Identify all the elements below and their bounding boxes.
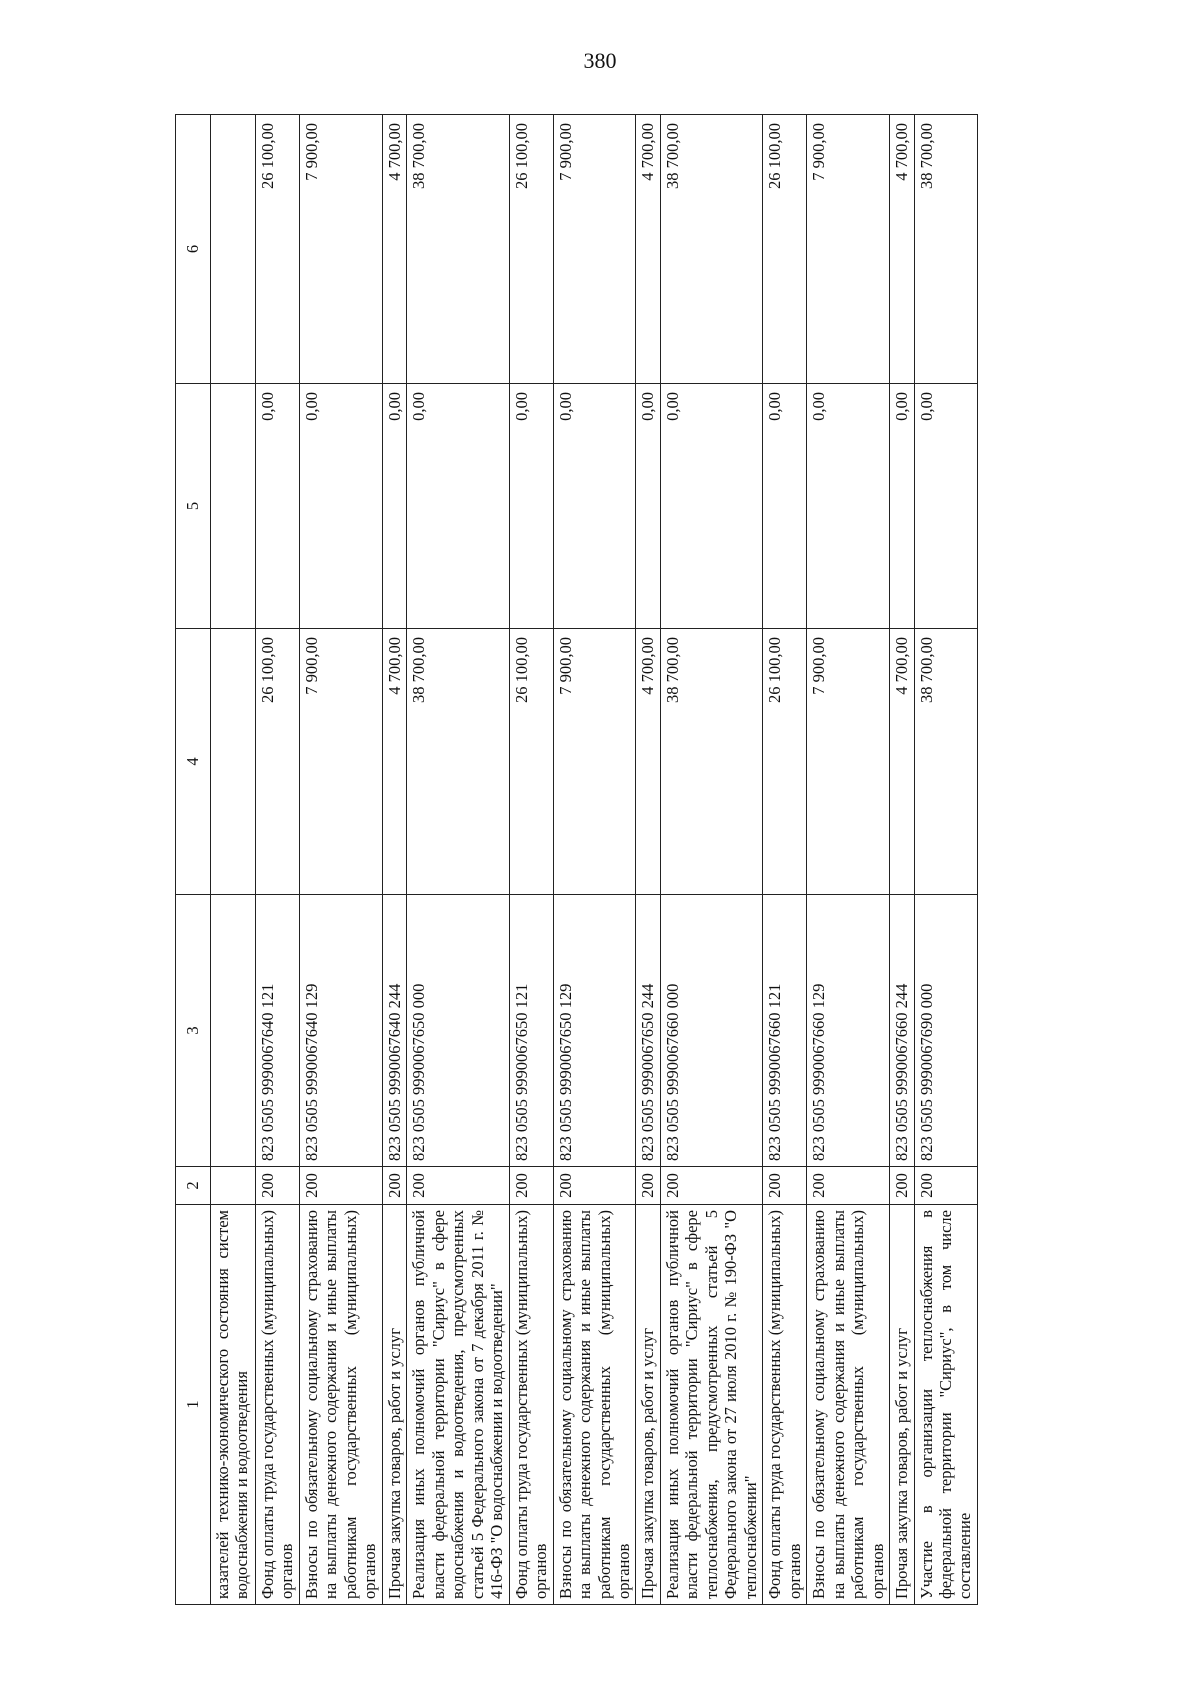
row-value-4: 38 700,00: [914, 629, 977, 895]
row-kbk: 823 0505 9990067640 121: [256, 895, 300, 1167]
row-kbk: 823 0505 9990067690 000: [914, 895, 977, 1167]
header-col-5: 5: [176, 384, 211, 629]
row-kbk: 823 0505 9990067650 000: [407, 895, 509, 1167]
header-col-4: 4: [176, 629, 211, 895]
row-value-5: 0,00: [763, 384, 807, 629]
row-value-5: 0,00: [914, 384, 977, 629]
row-value-5: 0,00: [890, 384, 914, 629]
row-value-6: 4 700,00: [382, 115, 406, 384]
row-name: Фонд оплаты труда государственных (муниципальных) органов: [256, 1205, 300, 1605]
header-col-1: 1: [176, 1205, 211, 1605]
row-code: 200: [256, 1167, 300, 1205]
table-row: [660, 115, 762, 1605]
row-kbk: 823 0505 9990067650 121: [509, 895, 553, 1167]
row-kbk: 823 0505 9990067640 244: [382, 895, 406, 1167]
row-code: 200: [553, 1167, 636, 1205]
row-kbk: 823 0505 9990067660 000: [660, 895, 762, 1167]
row-value-4: 7 900,00: [553, 629, 636, 895]
table-row: [256, 115, 300, 1605]
row-kbk: 823 0505 9990067660 121: [763, 895, 807, 1167]
row-value-5: 0,00: [407, 384, 509, 629]
row-name: Фонд оплаты труда государственных (муниципальных) органов: [763, 1205, 807, 1605]
row-value-6: 26 100,00: [509, 115, 553, 384]
row-value-4: 26 100,00: [509, 629, 553, 895]
row-value-5: 0,00: [553, 384, 636, 629]
rotated-table-wrapper: [175, 115, 1085, 1605]
row-name: Реализация иных полномочий органов публичной власти федеральной территории "Сириус" в сфере водоснабжения и водоотведения, предусмотренных статьей 5 Федерального закона от 7 декабря 2011 г. № 416-ФЗ "О водоснабжении и водоотведении": [407, 1205, 509, 1605]
table-row: [382, 115, 406, 1605]
row-value-6: 26 100,00: [256, 115, 300, 384]
row-value-6: 4 700,00: [890, 115, 914, 384]
row-value-5: 0,00: [636, 384, 660, 629]
row-name: Прочая закупка товаров, работ и услуг: [636, 1205, 660, 1605]
row-kbk: 823 0505 9990067660 244: [890, 895, 914, 1167]
row-name: Прочая закупка товаров, работ и услуг: [890, 1205, 914, 1605]
row-value-6: 38 700,00: [660, 115, 762, 384]
row-name: Прочая закупка товаров, работ и услуг: [382, 1205, 406, 1605]
row-value-4: 4 700,00: [382, 629, 406, 895]
row-kbk: 823 0505 9990067650 244: [636, 895, 660, 1167]
row-code: 200: [509, 1167, 553, 1205]
row-name: Взносы по обязательному социальному страхованию на выплаты денежного содержания и иные выплаты работникам государственных (муниципальных) органов: [807, 1205, 890, 1605]
row-code: 200: [807, 1167, 890, 1205]
continuation-text: казателей технико-экономического состояния систем водоснабжения и водоотведения: [211, 1205, 256, 1605]
row-kbk: 823 0505 9990067640 129: [299, 895, 382, 1167]
budget-table: [175, 114, 978, 1605]
row-code: 200: [382, 1167, 406, 1205]
row-value-4: 4 700,00: [890, 629, 914, 895]
row-name: Взносы по обязательному социальному страхованию на выплаты денежного содержания и иные выплаты работникам государственных (муниципальных) органов: [299, 1205, 382, 1605]
table-row: [299, 115, 382, 1605]
row-code: 200: [636, 1167, 660, 1205]
row-value-6: 4 700,00: [636, 115, 660, 384]
header-col-2: 2: [176, 1167, 211, 1205]
table-row: [763, 115, 807, 1605]
row-value-4: 38 700,00: [407, 629, 509, 895]
row-code: 200: [299, 1167, 382, 1205]
header-row: [176, 115, 211, 1605]
row-code: 200: [763, 1167, 807, 1205]
row-value-6: 7 900,00: [299, 115, 382, 384]
row-code: 200: [890, 1167, 914, 1205]
row-name: Реализация иных полномочий органов публичной власти федеральной территории "Сириус" в сфере теплоснабжения, предусмотренных статьей 5 Федерального закона от 27 июля 2010 г. № 190-ФЗ "О теплоснабжении": [660, 1205, 762, 1605]
row-value-5: 0,00: [382, 384, 406, 629]
table-row: [807, 115, 890, 1605]
row-value-4: 7 900,00: [807, 629, 890, 895]
row-value-6: 7 900,00: [553, 115, 636, 384]
row-name: Взносы по обязательному социальному страхованию на выплаты денежного содержания и иные выплаты работникам государственных (муниципальных) органов: [553, 1205, 636, 1605]
row-value-4: 26 100,00: [256, 629, 300, 895]
row-value-6: 26 100,00: [763, 115, 807, 384]
row-value-6: 38 700,00: [407, 115, 509, 384]
row-value-5: 0,00: [660, 384, 762, 629]
table-row: [407, 115, 509, 1605]
row-code: 200: [407, 1167, 509, 1205]
row-value-5: 0,00: [807, 384, 890, 629]
row-value-6: 38 700,00: [914, 115, 977, 384]
row-value-5: 0,00: [256, 384, 300, 629]
table-row: [890, 115, 914, 1605]
row-code: 200: [914, 1167, 977, 1205]
table-row: [509, 115, 553, 1605]
row-value-4: 4 700,00: [636, 629, 660, 895]
table-row: [636, 115, 660, 1605]
row-value-4: 26 100,00: [763, 629, 807, 895]
row-value-5: 0,00: [509, 384, 553, 629]
row-value-6: 7 900,00: [807, 115, 890, 384]
table-row: [553, 115, 636, 1605]
row-kbk: 823 0505 9990067650 129: [553, 895, 636, 1167]
header-col-6: 6: [176, 115, 211, 384]
row-value-4: 7 900,00: [299, 629, 382, 895]
continuation-row: [211, 115, 256, 1605]
row-code: 200: [660, 1167, 762, 1205]
row-name: Участие в организации теплоснабжения в федеральной территории "Сириус", в том числе составление: [914, 1205, 977, 1605]
table-row: [914, 115, 977, 1605]
row-kbk: 823 0505 9990067660 129: [807, 895, 890, 1167]
page-number: 380: [583, 48, 617, 73]
header-col-3: 3: [176, 895, 211, 1167]
row-name: Фонд оплаты труда государственных (муниципальных) органов: [509, 1205, 553, 1605]
row-value-5: 0,00: [299, 384, 382, 629]
row-value-4: 38 700,00: [660, 629, 762, 895]
